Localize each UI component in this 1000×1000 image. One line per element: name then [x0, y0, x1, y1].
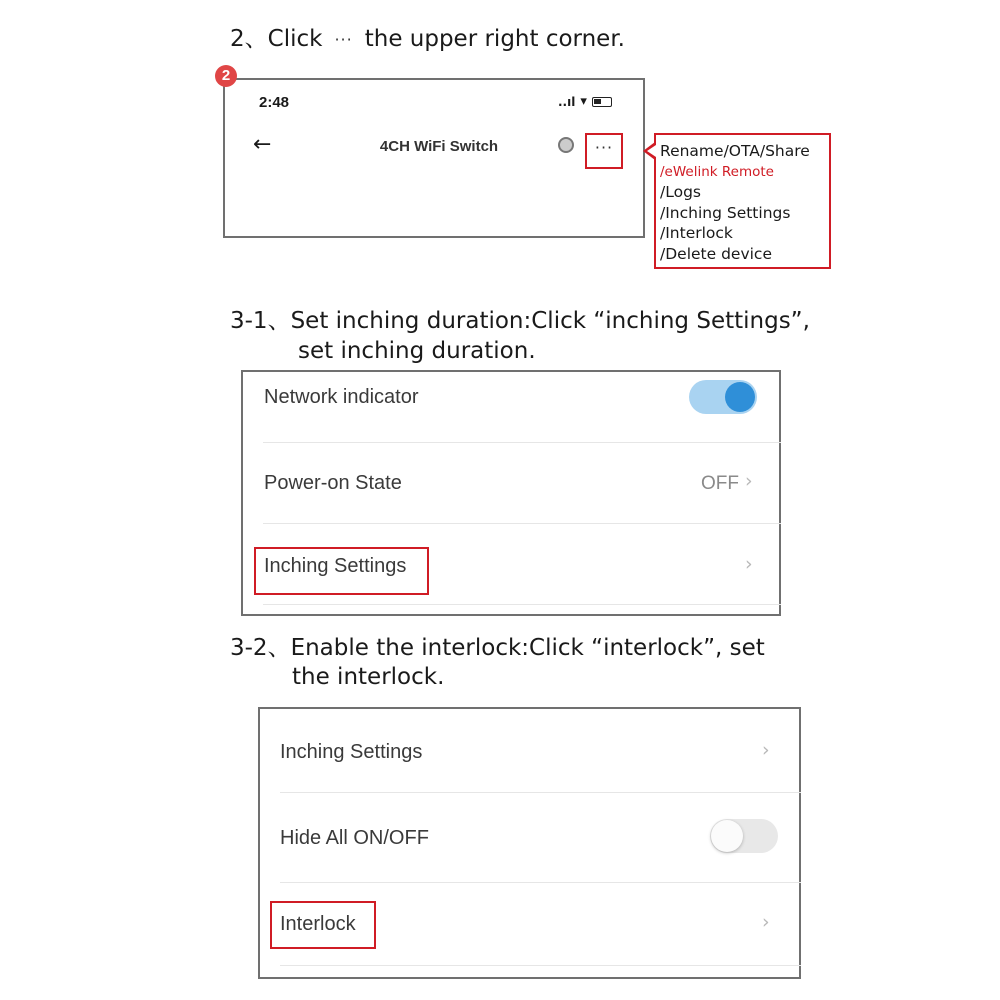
step-3-2-line-1: 3-2、Enable the interlock:Click “interlock”, set — [230, 635, 765, 661]
settings-panel-2 — [258, 707, 801, 979]
chevron-right-icon: › — [745, 470, 753, 492]
toggle-knob — [711, 820, 743, 852]
interlock-label[interactable]: Interlock — [280, 913, 356, 935]
device-title: 4CH WiFi Switch — [379, 138, 499, 155]
divider — [280, 882, 801, 883]
step-3-1-line-2: set inching duration. — [298, 338, 536, 364]
step-2-instruction — [230, 24, 625, 55]
step-3-2-line-2: the interlock. — [292, 664, 445, 690]
app-header-screenshot — [223, 78, 645, 238]
callout-line: /Logs — [660, 183, 701, 201]
hide-all-on-off-toggle[interactable] — [710, 819, 778, 853]
step-3-1-line-1: 3-1、Set inching duration:Click “inching Settings”, — [230, 308, 810, 334]
camera-icon[interactable] — [558, 137, 574, 153]
more-icon: ··· — [334, 29, 353, 49]
inching-settings-label[interactable]: Inching Settings — [280, 741, 423, 763]
step-2-suffix: the upper right corner. — [364, 26, 625, 52]
step-number-badge: 2 — [215, 65, 237, 87]
network-indicator-toggle[interactable] — [689, 380, 757, 414]
settings-panel-1 — [241, 370, 781, 616]
divider — [280, 792, 801, 793]
callout-line: /Interlock — [660, 224, 733, 242]
back-arrow-icon[interactable]: ← — [253, 132, 272, 157]
network-indicator-label: Network indicator — [264, 386, 419, 408]
more-options-button[interactable]: ··· — [585, 133, 623, 169]
power-on-state-label: Power-on State — [264, 472, 402, 494]
toggle-knob — [725, 382, 755, 412]
divider — [263, 523, 781, 524]
callout-pointer-inner — [647, 145, 656, 157]
wifi-icon: ▾ — [580, 94, 587, 109]
status-time: 2:48 — [259, 94, 290, 111]
hide-all-on-off-label: Hide All ON/OFF — [280, 827, 429, 849]
step-2-prefix: 2、Click — [230, 26, 323, 52]
inching-settings-label[interactable]: Inching Settings — [264, 555, 407, 577]
signal-icon: ..ıl — [558, 94, 576, 109]
divider — [280, 965, 801, 966]
menu-options-callout — [654, 133, 831, 269]
power-on-state-value[interactable]: OFF — [701, 473, 739, 494]
chevron-right-icon: › — [762, 739, 770, 761]
callout-line: /Inching Settings — [660, 203, 791, 222]
status-icons — [558, 94, 612, 109]
battery-icon — [592, 97, 612, 107]
callout-line-highlight: /eWelink Remote — [660, 163, 774, 180]
chevron-right-icon: › — [745, 553, 753, 575]
divider — [263, 442, 781, 443]
divider — [263, 604, 781, 605]
chevron-right-icon: › — [762, 911, 770, 933]
callout-line: Rename/OTA/Share — [660, 142, 810, 160]
callout-line: /Delete device — [660, 244, 772, 263]
